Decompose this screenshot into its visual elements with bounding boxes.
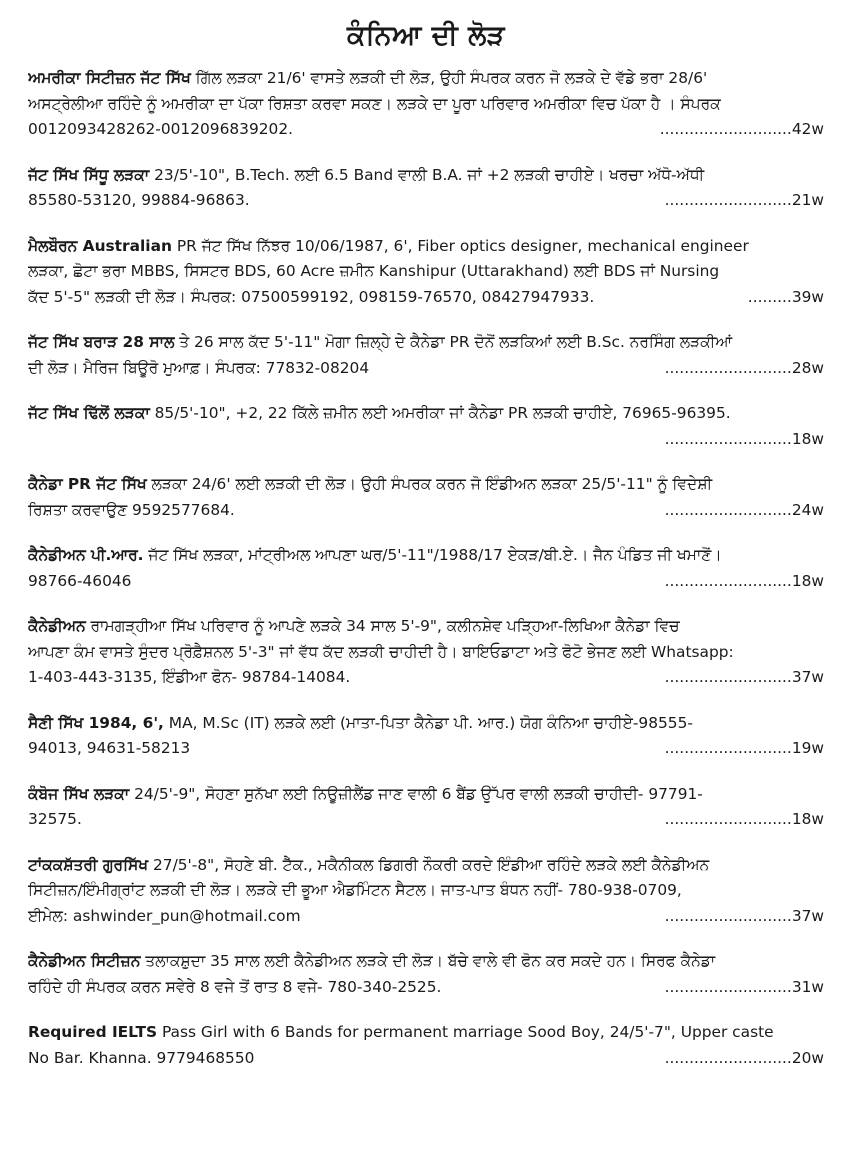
ad-contact: 94013, 94631-58213 — [28, 739, 191, 757]
ad-last-line — [28, 356, 824, 382]
ad-last-line — [28, 807, 824, 833]
ad-text: ਤਲਾਕਸ਼ੁਦਾ 35 ਸਾਲ ਲਈ ਕੈਨੇਡੀਅਨ ਲੜਕੇ ਦੀ ਲੋੜ। ਬੱਚੇ ਵਾਲੇ ਵੀ ਫੋਨ ਕਰ ਸਕਦੇ ਹਨ। ਸਿਰਫ ਕੈਨੇਡਾ — [145, 952, 716, 970]
ad-last-line — [28, 665, 824, 691]
ad-headline: ਕੰਬੋਜ ਸਿੱਖ ਲੜਕਾ — [28, 784, 130, 803]
classified-ad — [28, 163, 824, 214]
ad-last-line — [28, 569, 824, 595]
ad-text: ਗਿੱਲ ਲੜਕਾ 21/6' ਵਾਸਤੇ ਲੜਕੀ ਦੀ ਲੋੜ, ਉਹੀ ਸੰਪਰਕ ਕਰਨ ਜੋ ਲੜਕੇ ਦੇ ਵੱਡੇ ਭਰਾ 28/6' — [195, 69, 708, 87]
ad-line — [28, 330, 824, 356]
ad-headline: ਕੈਨੇਡਾ PR ਜੱਟ ਸਿੱਖ — [28, 475, 147, 493]
ad-contact: ਕੱਦ 5'-5" ਲੜਕੀ ਦੀ ਲੋੜ। ਸੰਪਰਕ: 07500599192, 098159-76570, 08427947933. — [28, 287, 595, 306]
classified-ad — [28, 1020, 824, 1071]
classified-ad — [28, 472, 824, 523]
ad-headline: ਜੱਟ ਸਿੱਖ ਬਰਾੜ 28 ਸਾਲ — [28, 333, 175, 351]
ad-line — [28, 92, 824, 118]
ad-last-line — [28, 117, 824, 143]
ad-line — [28, 543, 824, 569]
classified-ad — [28, 66, 824, 143]
ad-line — [28, 401, 824, 427]
ad-last-line — [28, 904, 824, 930]
classified-ad — [28, 614, 824, 691]
classified-ad — [28, 401, 824, 452]
ad-contact: 98766-46046 — [28, 571, 132, 590]
ad-line — [28, 782, 824, 808]
ad-word-count: ..........................19w — [664, 739, 824, 757]
ad-line — [28, 163, 824, 189]
ad-line — [28, 949, 824, 975]
ad-word-count: .........39w — [747, 287, 824, 306]
ad-headline: ਜੱਟ ਸਿੱਖ ਢਿੱਲੋਂ ਲੜਕਾ — [28, 404, 150, 422]
ad-contact: ਈਮੇਲ: ashwinder_pun@hotmail.com — [28, 906, 301, 925]
classified-ad — [28, 853, 824, 930]
ad-contact: No Bar. Khanna. 9779468550 — [28, 1048, 255, 1067]
ad-word-count: ..........................37w — [664, 906, 824, 925]
classified-ad — [28, 782, 824, 833]
ad-last-line — [28, 427, 824, 453]
classified-ad — [28, 330, 824, 381]
classified-ad — [28, 711, 824, 762]
ad-headline: ਟਾਂਕਕਸ਼ੱਤਰੀ ਗੁਰਸਿੱਖ — [28, 855, 149, 874]
ad-line — [28, 640, 824, 666]
ad-headline: ਜੱਟ ਸਿੱਖ ਸਿੱਧੂ ਲੜਕਾ — [28, 165, 150, 184]
ad-text: ਸਿਟੀਜ਼ਨ/ਇੰਮੀਗ੍ਰਾਂਟ ਲੜਕੀ ਦੀ ਲੋੜ। ਲੜਕੇ ਦੀ ਭੂਆ ਐਡਮਿੰਟਨ ਸੈਟਲ। ਜਾਤ-ਪਾਤ ਬੰਧਨ ਨਹੀਂ- 780-938-0709, — [28, 881, 682, 899]
ad-text: 27/5'-8", ਸੋਹਣੇ ਬੀ. ਟੈੱਕ., ਮਕੈਨੀਕਲ ਡਿਗਰੀ ਨੌਕਰੀ ਕਰਦੇ ਇੰਡੀਆ ਰਹਿੰਦੇ ਲੜਕੇ ਲਈ ਕੈਨੇਡੀਅਨ — [152, 855, 710, 874]
ad-text: MA, M.Sc (IT) ਲੜਕੇ ਲਈ (ਮਾਤਾ-ਪਿਤਾ ਕੈਨੇਡਾ ਪੀ. ਆਰ.) ਯੋਗ ਕੰਨਿਆ ਚਾਹੀਏ-98555- — [168, 713, 693, 732]
ad-text: 24/5'-9", ਸੋਹਣਾ ਸੁਨੱਖਾ ਲਈ ਨਿਊਜ਼ੀਲੈਂਡ ਜਾਣ ਵਾਲੀ 6 ਬੈਂਡ ਉੱਪਰ ਵਾਲੀ ਲੜਕੀ ਚਾਹੀਦੀ- 97791- — [134, 784, 703, 803]
ad-word-count: ..........................28w — [664, 358, 824, 377]
ad-contact: ਰਿਸ਼ਤਾ ਕਰਵਾਉਣ 9592577684. — [28, 500, 235, 519]
ads-list — [28, 66, 824, 1071]
ad-last-line — [28, 498, 824, 524]
ad-word-count: ..........................18w — [664, 571, 824, 590]
ad-last-line — [28, 1046, 824, 1072]
ad-line — [28, 66, 824, 92]
ad-text: ਆਪਣਾ ਕੰਮ ਵਾਸਤੇ ਸੁੰਦਰ ਪ੍ਰੋਫ਼ੈਸ਼ਨਲ 5'-3" ਜਾਂ ਵੱਧ ਕੱਦ ਲੜਕੀ ਚਾਹੀਦੀ ਹੈ। ਬਾਇਓਡਾਟਾ ਅਤੇ ਫੋਟੋ ਭੇਜਣ ਲਈ Whatsapp: — [28, 642, 734, 661]
ad-word-count: ..........................18w — [664, 429, 824, 448]
ad-text: ਜੱਟ ਸਿੱਖ ਲੜਕਾ, ਮਾਂਟ੍ਰੀਅਲ ਆਪਣਾ ਘਰ/5'-11"/1988/17 ਏਕੜ/ਬੀ.ਏ.। ਜੈਨ ਪੰਡਿਤ ਜੀ ਖਮਾਣੋਂ। — [148, 546, 722, 564]
ad-word-count: ..........................18w — [664, 810, 824, 828]
ad-line — [28, 259, 824, 285]
ad-line — [28, 472, 824, 498]
ad-line — [28, 1020, 824, 1046]
ad-headline: ਮੈਲਬੌਰਨ Australian — [28, 236, 172, 255]
ad-text: ਲੜਕਾ 24/6' ਲਈ ਲੜਕੀ ਦੀ ਲੋੜ। ਉਹੀ ਸੰਪਰਕ ਕਰਨ ਜੋ ਇੰਡੀਅਨ ਲੜਕਾ 25/5'-11" ਨੂੰ ਵਿਦੇਸ਼ੀ — [151, 475, 713, 493]
ad-headline: ਅਮਰੀਕਾ ਸਿਟੀਜ਼ਨ ਜੱਟ ਸਿੱਖ — [28, 69, 191, 87]
ad-last-line — [28, 975, 824, 1001]
ad-text: ਤੇ 26 ਸਾਲ ਕੱਦ 5'-11" ਮੋਗਾ ਜ਼ਿਲ੍ਹੇ ਦੇ ਕੈਨੇਡਾ PR ਦੋਨੋਂ ਲੜਕਿਆਂ ਲਈ B.Sc. ਨਰਸਿੰਗ ਲੜਕੀਆਂ — [179, 333, 733, 351]
ad-headline: ਕੈਨੇਡੀਅਨ ਸਿਟੀਜ਼ਨ — [28, 952, 141, 970]
ad-text: 23/5'-10", B.Tech. ਲਈ 6.5 Band ਵਾਲੀ B.A. ਜਾਂ +2 ਲੜਕੀ ਚਾਹੀਏ। ਖਰਚਾ ਅੱਧੋ-ਅੱਧੀ — [154, 165, 705, 184]
ad-word-count: ..........................31w — [664, 977, 824, 996]
ad-line — [28, 878, 824, 904]
ad-last-line — [28, 736, 824, 762]
ad-line — [28, 614, 824, 640]
page-title: ਕੰਨਿਆ ਦੀ ਲੋੜ — [346, 20, 506, 51]
ad-contact: 32575. — [28, 810, 82, 828]
ad-text: ਅਸਟ੍ਰੇਲੀਆ ਰਹਿੰਦੇ ਨੂੰ ਅਮਰੀਕਾ ਦਾ ਪੱਕਾ ਰਿਸ਼ਤਾ ਕਰਵਾ ਸਕਣ। ਲੜਕੇ ਦਾ ਪੂਰਾ ਪਰਿਵਾਰ ਅਮਰੀਕਾ ਵਿਚ ਪੱਕਾ ਹੈ । ਸੰਪਰਕ — [28, 94, 721, 113]
ad-text: Pass Girl with 6 Bands for permanent marriage Sood Boy, 24/5'-7", Upper caste — [161, 1023, 774, 1041]
ad-contact: 1-403-443-3135, ਇੰਡੀਆ ਫੋਨ- 98784-14084. — [28, 668, 351, 686]
ad-contact: ਦੀ ਲੋੜ। ਮੈਰਿਜ ਬਿਊਰੋ ਮੁਆਫ਼। ਸੰਪਰਕ: 77832-08204 — [28, 358, 370, 377]
ad-contact: 85580-53120, 99884-96863. — [28, 191, 250, 209]
ad-word-count: ..........................21w — [664, 191, 824, 209]
ad-word-count: ..........................37w — [664, 668, 824, 686]
ad-text: ਰਾਮਗੜ੍ਹੀਆ ਸਿੱਖ ਪਰਿਵਾਰ ਨੂੰ ਆਪਣੇ ਲੜਕੇ 34 ਸਾਲ 5'-9", ਕਲੀਨਸ਼ੇਵ ਪੜ੍ਹਿਆ-ਲਿਖਿਆ ਕੈਨੇਡਾ ਵਿਚ — [90, 617, 680, 635]
ad-last-line — [28, 188, 824, 214]
ad-last-line — [28, 285, 824, 311]
ad-headline: ਕੈਨੇਡੀਅਨ ਪੀ.ਆਰ. — [28, 546, 144, 564]
ad-word-count: ...........................42w — [659, 120, 824, 138]
ad-line — [28, 711, 824, 737]
classified-ad — [28, 543, 824, 594]
ad-word-count: ..........................24w — [664, 500, 824, 519]
ad-word-count: ..........................20w — [664, 1048, 824, 1067]
ad-contact: 0012093428262-0012096839202. — [28, 120, 294, 138]
classified-ad — [28, 234, 824, 311]
ad-headline: ਕੈਨੇਡੀਅਨ — [28, 617, 86, 635]
ad-line — [28, 234, 824, 260]
ad-text: ਲੜਕਾ, ਛੋਟਾ ਭਰਾ MBBS, ਸਿਸਟਰ BDS, 60 Acre ਜ਼ਮੀਨ Kanshipur (Uttarakhand) ਲਈ BDS ਜਾਂ Nursing — [28, 262, 720, 280]
ad-text: 85/5'-10", +2, 22 ਕਿੱਲੇ ਜ਼ਮੀਨ ਲਈ ਅਮਰੀਕਾ ਜਾਂ ਕੈਨੇਡਾ PR ਲੜਕੀ ਚਾਹੀਏ, 76965-96395. — [154, 404, 731, 422]
ad-headline: Required IELTS — [28, 1023, 158, 1041]
ad-text: PR ਜੱਟ ਸਿੱਖ ਨਿੱਝਰ 10/06/1987, 6', Fiber optics designer, mechanical engineer — [176, 236, 749, 255]
ad-headline: ਸੈਣੀ ਸਿੱਖ 1984, 6', — [28, 713, 164, 732]
ad-contact: ਰਹਿੰਦੇ ਹੀ ਸੰਪਰਕ ਕਰਨ ਸਵੇਰੇ 8 ਵਜੇ ਤੋਂ ਰਾਤ 8 ਵਜੇ- 780-340-2525. — [28, 977, 442, 996]
ad-line — [28, 853, 824, 879]
classified-ad — [28, 949, 824, 1000]
